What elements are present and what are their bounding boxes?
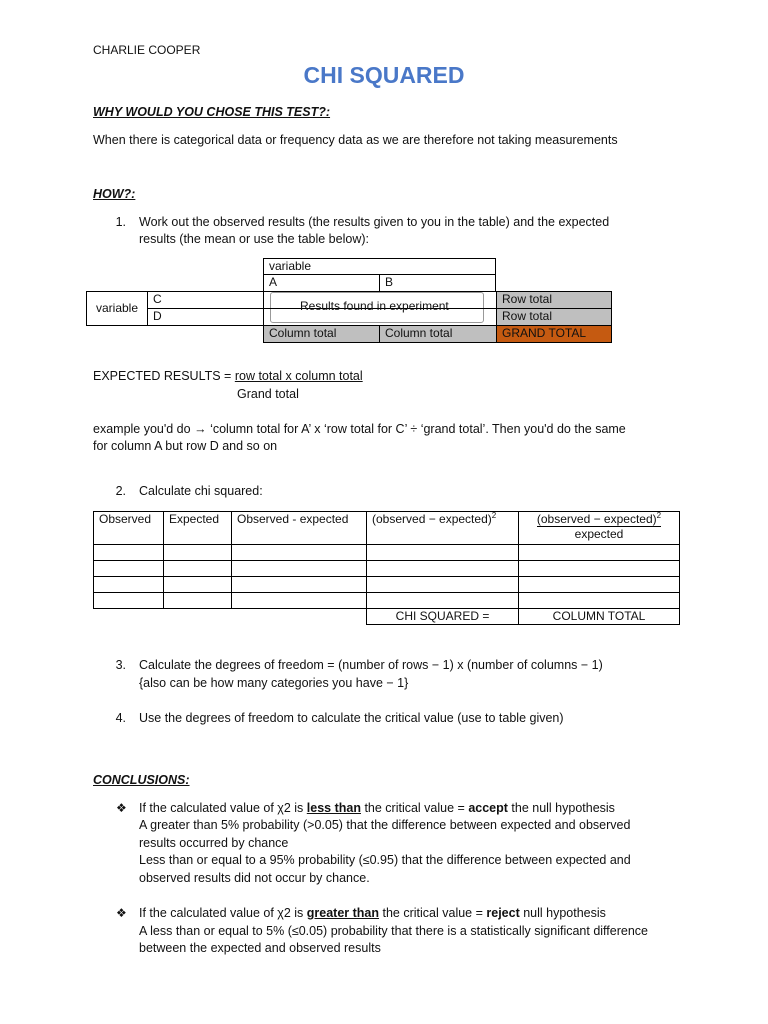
col-b-cell: B <box>379 274 496 292</box>
step1-line1: Work out the observed results (the results given to you in the table) and the expected <box>139 215 610 229</box>
grand-total-cell: GRAND TOTAL <box>496 325 612 343</box>
column-total-b-cell: Column total <box>379 325 497 343</box>
c2-pre: If the calculated value of χ2 is <box>139 906 307 920</box>
conclusions-heading: CONCLUSIONS: <box>93 773 190 787</box>
author-name: CHARLIE COOPER <box>93 43 201 57</box>
table-row <box>94 593 680 609</box>
document-title: CHI SQUARED <box>303 62 465 88</box>
example-prefix: example you'd do <box>93 422 191 436</box>
conclusion2-line2: A less than or equal to 5% (≤0.05) probability that there is a statistically significant difference <box>139 924 648 938</box>
variable-top-cell: variable <box>263 258 496 275</box>
header-observed-minus-expected: Observed - expected <box>232 512 367 545</box>
table-row <box>94 561 680 577</box>
step1-number: 1. <box>115 215 126 229</box>
expected-formula <box>93 369 363 383</box>
col-a-cell: A <box>263 274 380 292</box>
header-observed: Observed <box>94 512 164 545</box>
c2-greater-than: greater than <box>306 906 380 920</box>
conclusion1-line3: results occurred by chance <box>139 836 289 850</box>
conclusion1-line5: observed results did not occur by chance. <box>139 871 370 885</box>
c1-pre: If the calculated value of χ2 is <box>139 801 307 815</box>
column-total-label: COLUMN TOTAL <box>519 609 680 625</box>
table-total-row <box>94 609 680 625</box>
expected-denominator: Grand total <box>237 387 299 401</box>
step4-text: Use the degrees of freedom to calculate the critical value (use to table given) <box>139 711 564 725</box>
step3-number: 3. <box>115 658 126 672</box>
header-numerator-text: (observed − expected) <box>536 512 657 526</box>
results-found-label: Results found in experiment <box>300 299 449 313</box>
header-fraction-denominator: expected <box>574 527 624 541</box>
expected-label: EXPECTED RESULTS = <box>93 369 235 383</box>
step2-number: 2. <box>115 484 126 498</box>
c2-mid: the critical value = <box>379 906 487 920</box>
example-line1 <box>93 422 626 436</box>
table-row <box>94 545 680 561</box>
header-chi-component <box>519 512 680 545</box>
table-header-row <box>94 512 680 545</box>
row-total-d-cell: Row total <box>496 308 612 326</box>
header-numerator-sup: 2 <box>656 511 662 520</box>
c2-post: null hypothesis <box>519 906 606 920</box>
column-total-a-cell: Column total <box>263 325 380 343</box>
row-total-c-cell: Row total <box>496 291 612 309</box>
step2-text: Calculate chi squared: <box>139 484 263 498</box>
row-d-cell: D <box>147 308 264 326</box>
conclusion2-line1 <box>139 906 606 920</box>
header-squared-text: (observed − expected) <box>372 512 492 526</box>
table-row <box>94 577 680 593</box>
c1-accept: accept <box>468 801 508 815</box>
how-heading: HOW?: <box>93 187 136 201</box>
example-line2: for column A but row D and so on <box>93 439 278 453</box>
variable-side-cell: variable <box>86 291 148 326</box>
why-text: When there is categorical data or frequency data as we are therefore not taking measurements <box>93 133 618 147</box>
c1-post: the null hypothesis <box>507 801 615 815</box>
conclusion1-line4: Less than or equal to a 95% probability (≤0.95) that the difference between expected and <box>139 853 631 867</box>
step3-line1: Calculate the degrees of freedom = (number of rows − 1) x (number of columns − 1) <box>139 658 603 672</box>
header-squared-sup: 2 <box>491 511 497 520</box>
header-squared <box>367 512 519 545</box>
row-c-cell: C <box>147 291 264 309</box>
c1-mid: the critical value = <box>360 801 469 815</box>
conclusion2-line3: between the expected and observed results <box>139 941 381 955</box>
bullet-icon: ❖ <box>116 801 127 815</box>
c1-less-than: less than <box>306 801 361 815</box>
chi-squared-label: CHI SQUARED = <box>367 609 519 625</box>
bullet-icon: ❖ <box>116 906 127 920</box>
step1-line2: results (the mean or use the table below): <box>139 232 369 246</box>
header-fraction-numerator <box>537 512 661 527</box>
c2-reject: reject <box>486 906 520 920</box>
expected-numerator: row total x column total <box>234 369 363 383</box>
why-heading: WHY WOULD YOU CHOSE THIS TEST?: <box>93 105 331 119</box>
arrow-right-icon: → <box>194 422 207 436</box>
conclusion1-line2: A greater than 5% probability (>0.05) that the difference between expected and observed <box>139 818 631 832</box>
conclusion1-line1 <box>139 801 615 815</box>
step4-number: 4. <box>115 711 126 725</box>
example-rest: ‘column total for A’ x ‘row total for C’ ÷ ‘grand total’. Then you'd do the same <box>210 422 626 436</box>
chi-squared-table <box>93 511 680 625</box>
step3-line2: {also can be how many categories you have − 1} <box>139 676 409 690</box>
header-expected: Expected <box>164 512 232 545</box>
